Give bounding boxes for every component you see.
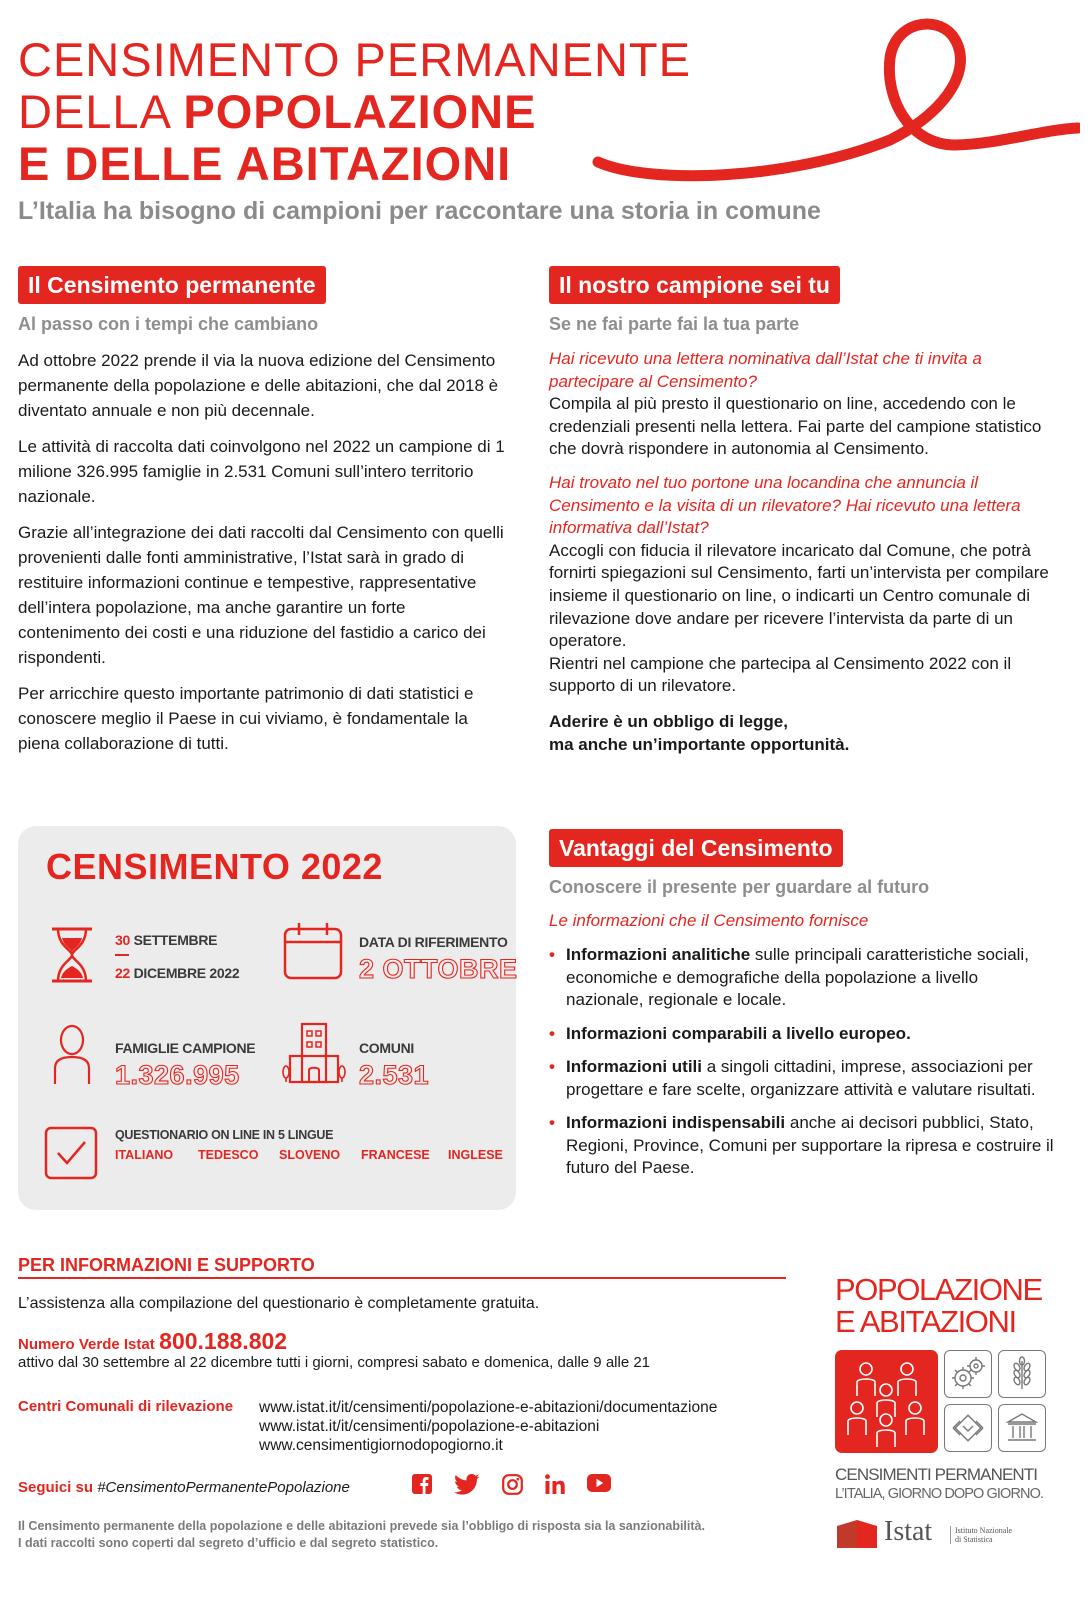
families-label: FAMIGLIE CAMPIONE: [115, 1040, 256, 1056]
links-list: [259, 1398, 717, 1455]
section-subheading-right: Se ne fai parte fai la tua parte: [549, 314, 800, 334]
hourglass-icon: [48, 926, 96, 984]
paragraph: Ad ottobre 2022 prende il via la nuova edizione del Censimento permanente della popolazione e delle abitazioni, che dal 2018 è diventato annuale e non più decennale.: [18, 351, 499, 420]
census-box-title: CENSIMENTO 2022: [46, 846, 383, 887]
paragraph: Le attività di raccolta dati coinvolgono nel 2022 un campione di 1 milione 326.995 famiglie in 2.531 Comuni sull’intero territorio nazionale.: [18, 437, 505, 506]
phone-hours: attivo dal 30 settembre al 22 dicembre tutti i giorni, compresi sabato e domenica, dalle 9 alle 21: [18, 1354, 651, 1371]
link-censimentigiornodopogiorno[interactable]: www.censimentigiornodopogiorno.it: [259, 1437, 503, 1454]
answer-2: Accogli con fiducia il rilevatore incaricato dal Comune, che potrà fornirti spiegazioni sul Censimento, farti un’intervista per compilare insieme il questionario on line, o indicarti un Centro comunale di rilevazione dove andare per ricevere l’intervista da parte di un operatore.: [549, 540, 1049, 651]
language-italiano: ITALIANO: [115, 1148, 174, 1162]
answer-1: Compila al più presto il questionario on line, accedendo con le credenziali presenti nella lettera. Fai parte del campione statistico che dovrà rispondere in autonomia al Censimento.: [549, 394, 1042, 459]
calendar-icon: [282, 920, 344, 982]
facebook-icon[interactable]: [412, 1474, 432, 1494]
answer-2b: Rientri nel campione che partecipa al Censimento 2022 con il supporto di un rilevatore.: [549, 653, 1012, 696]
instagram-icon[interactable]: [502, 1474, 523, 1495]
youtube-icon[interactable]: [587, 1474, 611, 1492]
follow-line: [18, 1479, 350, 1496]
wheat-icon: [999, 1351, 1045, 1397]
istat-logo-icon: [835, 1518, 879, 1550]
fine-print: [18, 1518, 705, 1552]
date-end: 22 DICEMBRE 2022: [115, 965, 240, 981]
right-body: [549, 348, 1059, 756]
info-divider: [18, 1277, 786, 1279]
centers-label: Centri Comunali di rilevazione: [18, 1398, 234, 1415]
checkbox-icon: [44, 1126, 98, 1180]
brand-title: [835, 1274, 1042, 1338]
closing-statement: [549, 711, 1059, 756]
istat-sub-line-1: Istituto Nazionale: [955, 1526, 1013, 1535]
link-documentazione[interactable]: www.istat.it/it/censimenti/popolazione-e-abitazioni/documentazione: [259, 1399, 718, 1416]
language-inglese: INGLESE: [448, 1148, 503, 1162]
questionnaire-label: QUESTIONARIO ON LINE IN 5 LINGUE: [115, 1128, 334, 1142]
fine-print-line-2: I dati raccolti sono coperti dal segreto d’ufficio e dal segreto statistico.: [18, 1536, 439, 1550]
istat-subtitle: [950, 1526, 1012, 1544]
info-heading: PER INFORMAZIONI E SUPPORTO: [18, 1255, 315, 1275]
twitter-icon[interactable]: [454, 1474, 480, 1495]
section-tag-censimento: Il Censimento permanente: [18, 266, 326, 304]
question-2: Hai trovato nel tuo portone una locandina che annuncia il Censimento e la visita di un rilevatore? Hai ricevuto una lettera informativa dall’Istat?: [549, 472, 1021, 538]
phone-label: Numero Verde Istat: [18, 1336, 155, 1353]
left-body: [18, 348, 510, 767]
wheat-tile: [998, 1350, 1046, 1398]
language-tedesco: TEDESCO: [198, 1148, 259, 1162]
benefits-intro: Le informazioni che il Censimento fornisce: [549, 911, 869, 930]
phone-number[interactable]: 800.188.802: [159, 1328, 288, 1354]
title-line-1: CENSIMENTO PERMANENTE: [18, 33, 691, 86]
list-item: • Informazioni analitiche sulle principali caratteristiche sociali, economiche e demografiche della popolazione a livello nazionale, regionale e locale.: [549, 944, 1059, 1012]
handshake-icon: [945, 1405, 991, 1451]
date-dash: [115, 954, 129, 956]
benefits-list: [549, 944, 1059, 1191]
census-2022-box: [18, 826, 516, 1210]
gears-tile: [944, 1350, 992, 1398]
comuni-value: 2.531: [359, 1060, 430, 1090]
question-1: Hai ricevuto una lettera nominativa dall’Istat che ti invita a partecipare al Censimento?: [549, 349, 982, 391]
title-line-3: E DELLE ABITAZIONI: [18, 137, 512, 190]
istat-sub-line-2: di Statistica: [955, 1535, 993, 1544]
linkedin-icon[interactable]: [545, 1474, 565, 1494]
language-francese: FRANCESE: [361, 1148, 430, 1162]
page-subtitle: L’Italia ha bisogno di campioni per raccontare una storia in comune: [18, 197, 821, 225]
assistance-text: L’assistenza alla compilazione del questionario è completamente gratuita.: [18, 1295, 540, 1312]
follow-label: Seguici su: [18, 1479, 94, 1496]
brand-tagline-2: L’ITALIA, GIORNO DOPO GIORNO.: [835, 1486, 1044, 1502]
families-value: 1.326.995: [115, 1060, 240, 1090]
phone-line: [18, 1328, 287, 1355]
list-item: • Informazioni indispensabili anche ai decisori pubblici, Stato, Regioni, Province, Comuni per supportare la ripresa e costruire il futuro del Paese.: [549, 1112, 1059, 1180]
language-sloveno: SLOVENO: [279, 1148, 341, 1162]
building-tile: [998, 1404, 1046, 1452]
paragraph: Grazie all’integrazione dei dati raccolti dal Censimento con quelli provenienti dalle fonti amministrative, l’Istat sarà in grado di restituire informazioni continue e tempestive, rappresentative dell’intera popolazione, ma anche garantire un forte contenimento dei costi e una riduzione del fastidio a carico dei rispondenti.: [18, 523, 504, 667]
town-hall-icon: [282, 1022, 346, 1086]
link-popolazione-abitazioni[interactable]: www.istat.it/it/censimenti/popolazione-e-abitazioni: [259, 1418, 600, 1435]
red-ribbon-icon: [590, 10, 1080, 195]
closing-line-2: ma anche un’importante opportunità.: [549, 734, 850, 754]
gears-icon: [945, 1351, 991, 1397]
date-start: 30 SETTEMBRE: [115, 932, 218, 948]
handshake-tile: [944, 1404, 992, 1452]
fine-print-line-1: Il Censimento permanente della popolazione e delle abitazioni prevede sia l’obbligo di risposta sia la sanzionabilità.: [18, 1519, 705, 1533]
ref-date-label: DATA DI RIFERIMENTO: [359, 934, 508, 950]
brand-tagline-1: CENSIMENTI PERMANENTI: [835, 1465, 1038, 1484]
ref-date-value: 2 OTTOBRE: [359, 954, 518, 984]
list-item: • Informazioni utili a singoli cittadini, imprese, associazioni per progettare e fare scelte, organizzare attività e valutare risultati.: [549, 1056, 1059, 1101]
istat-wordmark: Istat: [884, 1516, 933, 1547]
section-tag-vantaggi: Vantaggi del Censimento: [549, 829, 843, 867]
institution-icon: [999, 1405, 1045, 1451]
brand-line-2: E ABITAZIONI: [835, 1304, 1016, 1339]
closing-line-1: Aderire è un obbligo di legge,: [549, 711, 788, 731]
section-subheading-left: Al passo con i tempi che cambiano: [18, 314, 319, 334]
list-item: • Informazioni comparabili a livello europeo.: [549, 1023, 1059, 1046]
comuni-label: COMUNI: [359, 1040, 414, 1056]
paragraph: Per arricchire questo importante patrimonio di dati statistici e conoscere meglio il Paese in cui viviamo, è fondamentale la piena collaborazione di tutti.: [18, 684, 474, 753]
title-line-2: DELLA POPOLAZIONE: [18, 85, 537, 138]
person-icon: [52, 1024, 92, 1086]
section-subheading-benefits: Conoscere il presente per guardare al futuro: [549, 877, 930, 897]
section-tag-campione: Il nostro campione sei tu: [549, 266, 840, 304]
population-tile-icon: [835, 1350, 938, 1453]
brand-line-1: POPOLAZIONE: [835, 1272, 1042, 1307]
hashtag[interactable]: #CensimentoPermanentePopolazione: [97, 1479, 350, 1496]
